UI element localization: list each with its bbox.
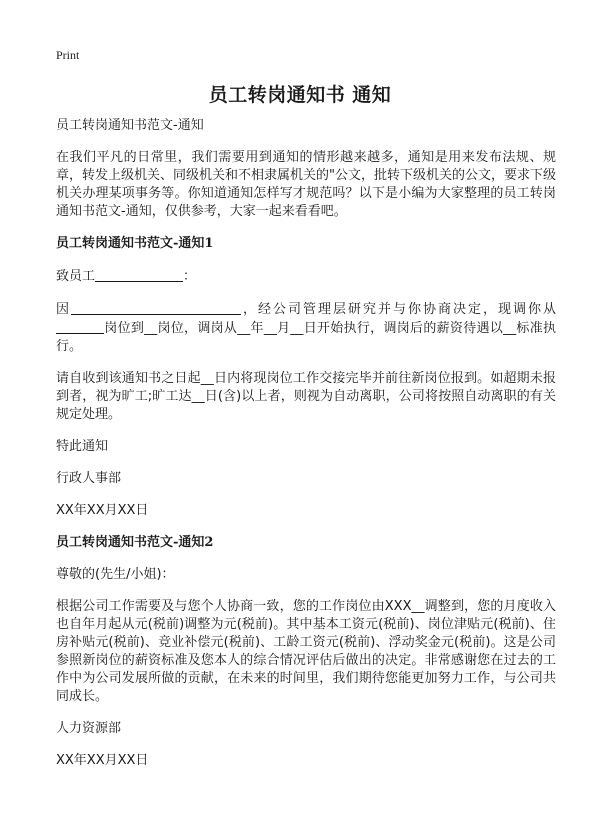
document-body [56,117,556,784]
decision-text: ，经公司管理层研究并与你协商决定，现调你从 [241,302,556,317]
sample2-heading: 员工转岗通知书范文-通知2 [56,535,214,550]
sample1-paragraph-1 [56,300,556,356]
salutation-text: 致员工 [56,269,96,284]
reason-blank [71,300,241,315]
reason-prefix: 因 [56,302,71,317]
sample1-heading: 员工转岗通知书范文-通知1 [56,236,214,251]
old-position-blank [56,319,104,334]
print-label: Print [56,48,80,62]
salutation-colon: ： [183,269,197,284]
sample2-department: 人力资源部 [56,721,122,736]
sample1-department: 行政人事部 [56,471,122,486]
sample1-paragraph-2: 请自收到该通知书之日起__日内将现岗位工作交接完毕并前往新岗位报到。如超期未报到者，视为旷工;旷工达__日(含)以上者，则视为自动离职，公司将按照自动离职的有关规定处理。 [56,371,556,422]
sample2-date: XX年XX月XX日 [56,753,149,768]
sample1-salutation [56,267,556,286]
sample1-date: XX年XX月XX日 [56,503,149,518]
intro-subtitle: 员工转岗通知书范文-通知 [56,118,204,133]
sample1-closing: 特此通知 [56,439,109,454]
sample2-paragraph-1: 根据公司工作需要及与您个人协商一致，您的工作岗位由XXX__调整到，您的月度收入也自年月起从元(税前)调整为元(税前)。其中基本工资元(税前)、岗位津贴元(税前)、住房补贴元(税前)、竞业补偿元(税前)、工龄工资元(税前)、浮动奖金元(税前)。这是公司参照新岗位的薪资标准及您本人的综合情况评估后做出的决定。非常感谢您在过去的工作中为公司发展所做的贡献，在未来的时间里，我们期待您能更加努力工作，与公司共同成长。 [56,599,556,704]
transfer-details-text: 岗位到__岗位，调岗从__年__月__日开始执行，调岗后的薪资待遇以__标准执行。 [56,321,556,354]
sample2-salutation: 尊敬的(先生/小姐)： [56,567,175,582]
document-title: 员工转岗通知书 通知 [208,84,392,106]
employee-name-blank [95,267,183,282]
intro-paragraph: 在我们平凡的日常里，我们需要用到通知的情形越来越多，通知是用来发布法规、规章，转发上级机关、同级机关和不相隶属机关的"公文，批转下级机关的公文，要求下级机关办理某项事务等。你知道通知怎样写才规范吗？以下是小编为大家整理的员工转岗通知书范文-通知，仅供参考，大家一起来看看吧。 [56,150,556,219]
